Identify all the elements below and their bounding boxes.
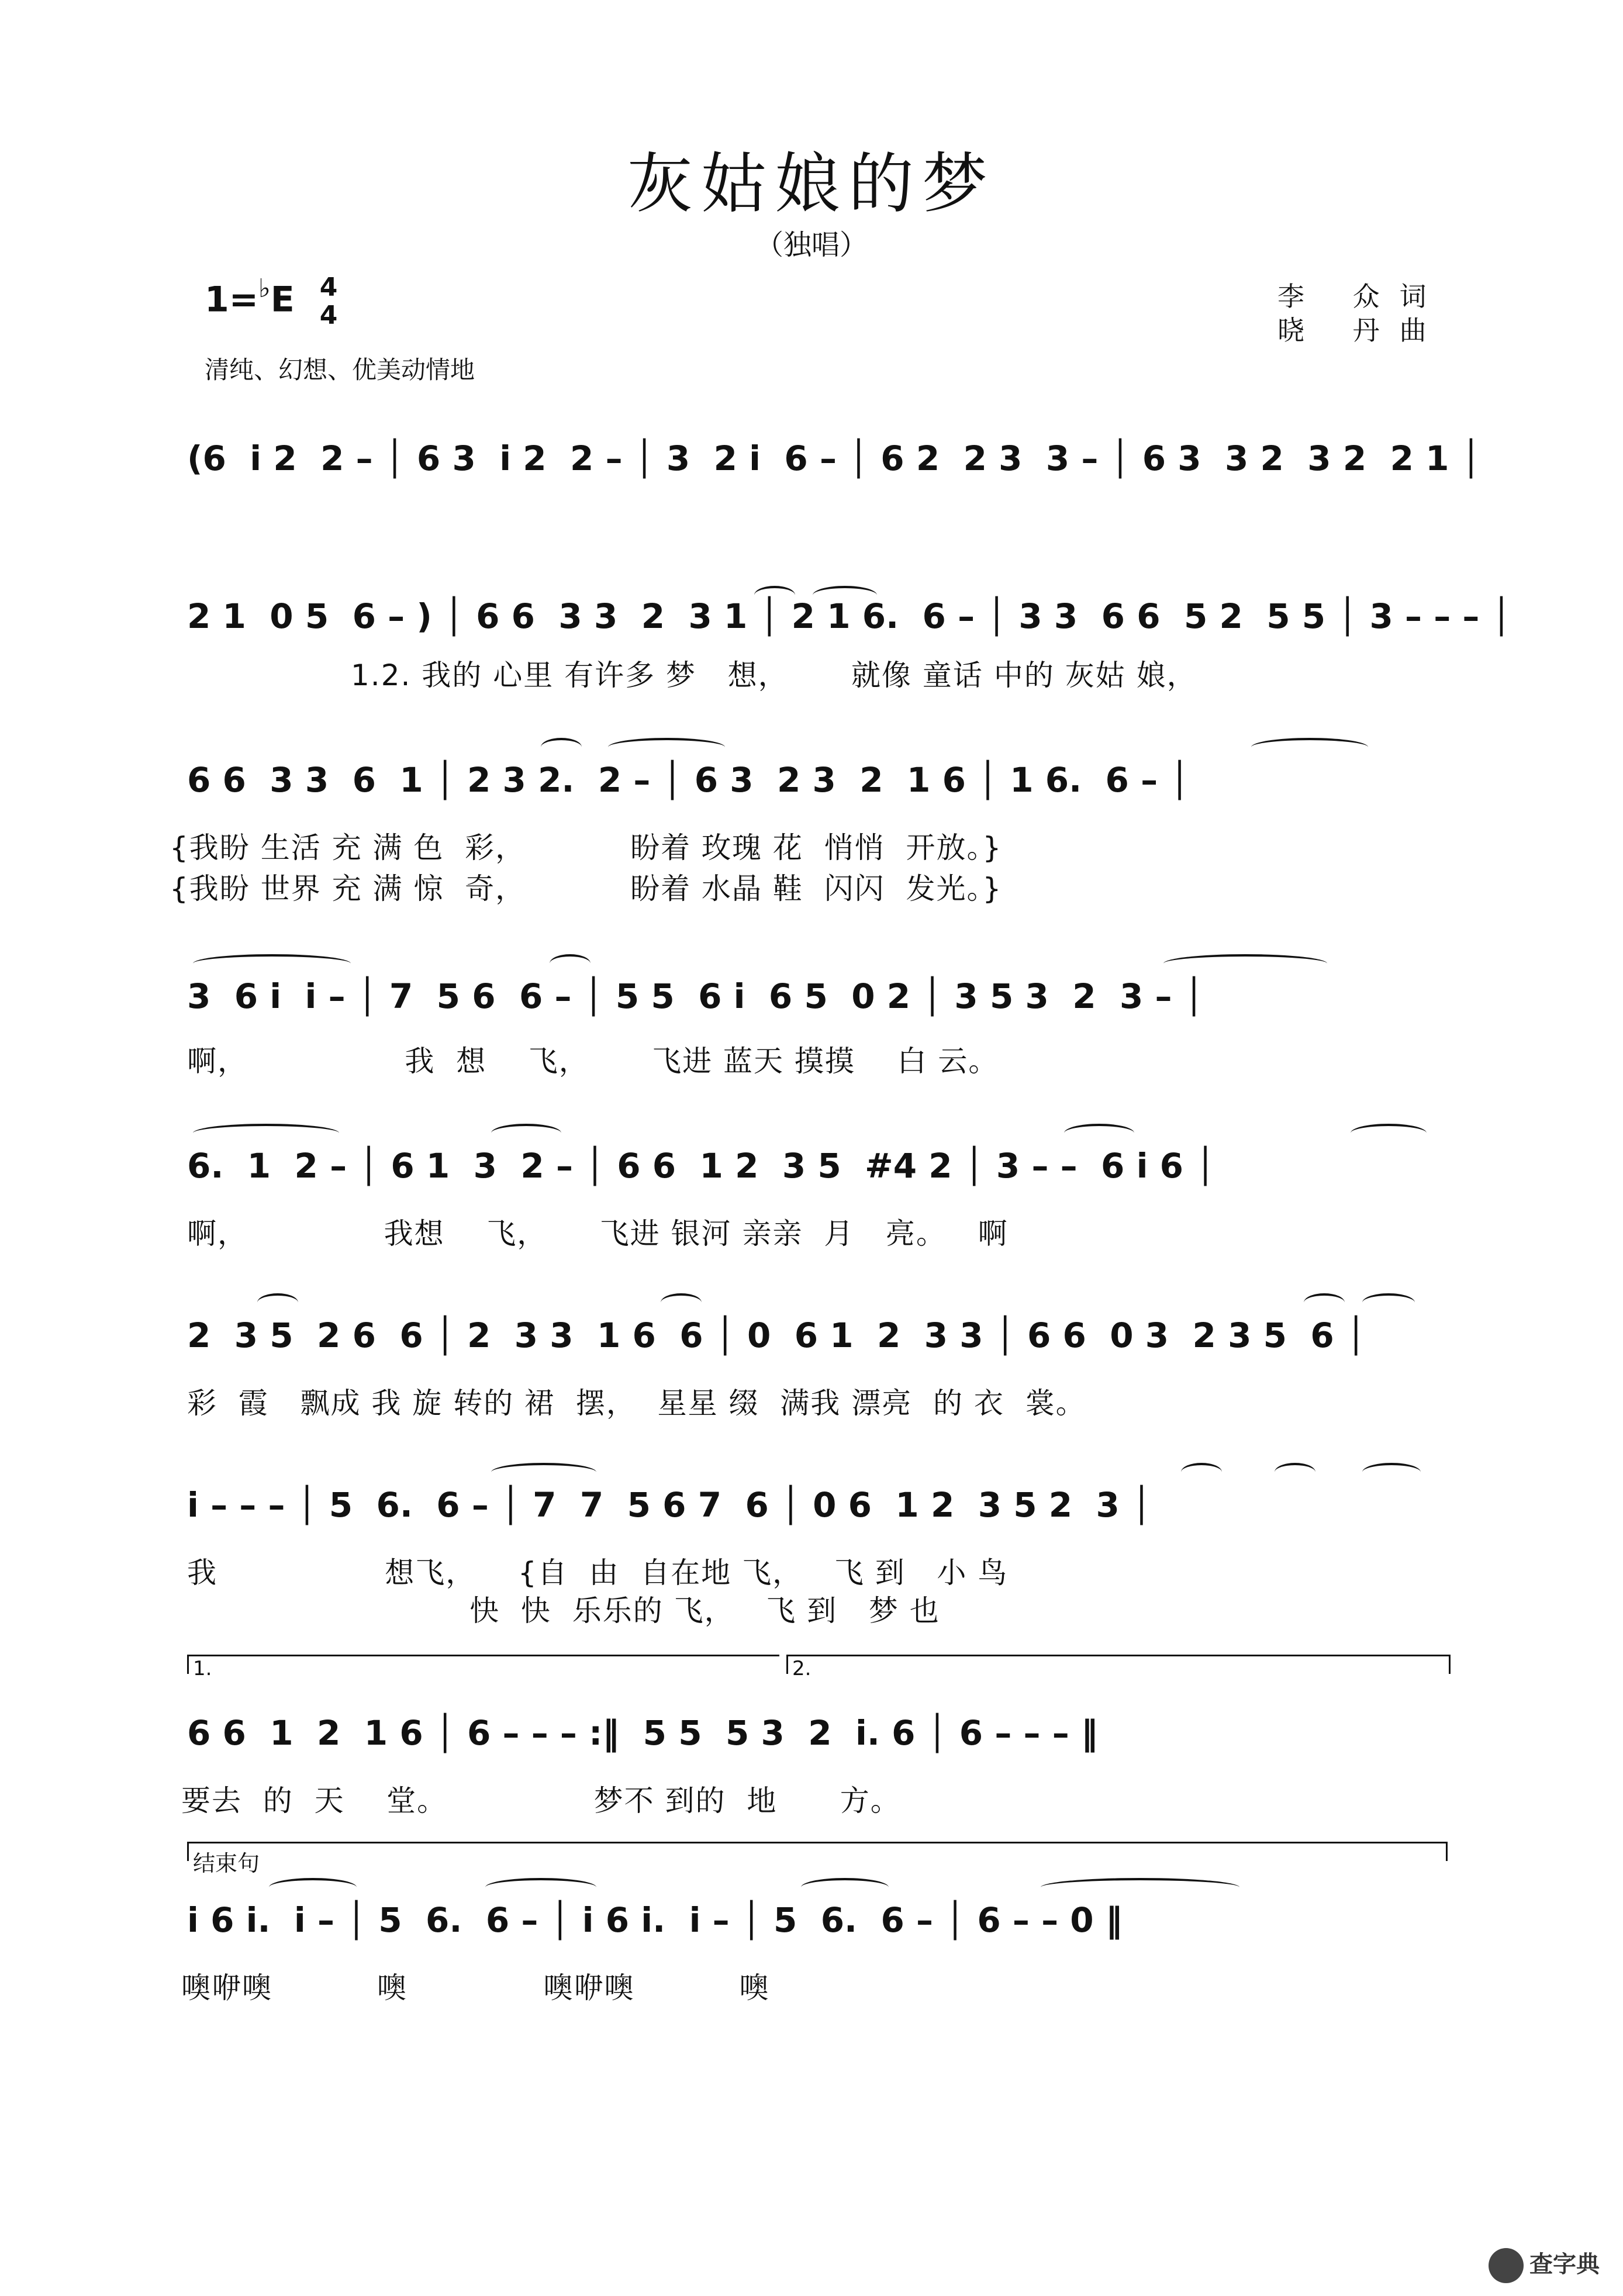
song-subtitle: （独唱）	[755, 229, 868, 261]
notes-line: i 6 i. i – │ 5 6. 6 – │ i 6 i. i – │ 5 6. 6 – │ 6 – – 0 ‖	[187, 1900, 1123, 1940]
notes-line: i – – – │ 5 6. 6 – │ 7 7 5 6 7 6 │ 0 6 1 2 3 5 2 3 │	[187, 1485, 1152, 1525]
notes-line: 6. 1 2 – │ 6 1 3 2 – │ 6 6 1 2 3 5 #4 2 │ 3 – – 6 i 6 │	[187, 1146, 1216, 1186]
slur	[1064, 1124, 1134, 1142]
slur	[541, 738, 582, 757]
notes-line: 3 6 i i – │ 7 5 6 6 – │ 5 5 6 i 6 5 0 2 │ 3 5 3 2 3 – │	[187, 976, 1204, 1016]
watermark-text: 查字典	[1529, 2251, 1600, 2278]
slur	[801, 1878, 889, 1897]
lyric-line: 啊， 我 想 飞， 飞进 蓝天 摸摸 白 云。	[187, 1044, 999, 1078]
meter-top: 4	[319, 272, 338, 302]
notes-line: 2 1 0 5 6 – ) │ 6 6 3 3 2 3 1 │ 2 1 6. 6 – │ 3 3 6 6 5 2 5 5 │ 3 – – – │	[187, 596, 1512, 636]
slur	[485, 1878, 596, 1897]
tempo-marking: 清纯、幻想、优美动情地	[205, 355, 475, 384]
slur	[754, 586, 795, 605]
lyric-line: 快 快 乐乐的 飞， 飞 到 梦 也	[187, 1594, 940, 1628]
slur	[193, 954, 351, 973]
meter-bottom: 4	[319, 301, 338, 330]
slur	[1275, 1463, 1315, 1482]
volta-label-2: 2.	[792, 1657, 811, 1680]
slur	[550, 954, 591, 973]
lyric-line: {我盼 世界 充 满 惊 奇， 盼着 水晶 鞋 闪闪 发光。}	[170, 872, 1003, 906]
composer: 晓 丹曲	[1277, 315, 1446, 346]
lyric-line: 噢咿噢 噢 噢咿噢 噢	[181, 1971, 770, 2005]
slur	[1181, 1463, 1222, 1482]
slur	[813, 586, 877, 605]
notes-line: (6 i 2 2 – │ 6 3 i 2 2 – │ 3 2 i 6 – │ 6 2 2 3 3 – │ 6 3 3 2 3 2 2 1 │	[187, 439, 1482, 478]
notes-line: 2 3 5 2 6 6 │ 2 3 3 1 6 6 │ 0 6 1 2 3 3 │ 6 6 0 3 2 3 5 6 │	[187, 1316, 1366, 1355]
key-prefix: 1=	[205, 279, 259, 320]
lyric-line: 啊， 我想 飞， 飞进 银河 亲亲 月 亮。 啊	[187, 1217, 1009, 1251]
slur	[661, 1293, 702, 1312]
credits	[1277, 279, 1446, 347]
lyric-line: 彩 霞 飘成 我 旋 转的 裙 摆， 星星 缀 满我 漂亮 的 衣 裳。	[187, 1386, 1086, 1420]
slur	[1351, 1124, 1427, 1142]
key-note: E	[270, 279, 295, 320]
volta-bracket-1	[187, 1655, 779, 1674]
watermark-logo-icon	[1489, 2248, 1524, 2283]
ending-label: 结束句	[193, 1850, 260, 1876]
slur	[193, 1124, 339, 1142]
slur	[1163, 954, 1327, 973]
lyricist: 李 众词	[1277, 281, 1446, 312]
key-signature	[205, 274, 337, 330]
notes-line: 6 6 3 3 6 1 │ 2 3 2. 2 – │ 6 3 2 3 2 1 6 │ 1 6. 6 – │	[187, 760, 1190, 800]
lyric-line: 1.2. 我的 心里 有许多 梦 想， 就像 童话 中的 灰姑 娘，	[351, 658, 1197, 692]
watermark	[1489, 2246, 1600, 2283]
lyric-line: {我盼 生活 充 满 色 彩， 盼着 玫瑰 花 悄悄 开放。}	[170, 831, 1003, 865]
slur	[608, 738, 725, 757]
slur	[1304, 1293, 1345, 1312]
slur	[269, 1878, 357, 1897]
slur	[491, 1124, 561, 1142]
lyric-line: 我 想飞， {自 由 自在地 飞， 飞 到 小 鸟	[187, 1556, 1009, 1590]
slur	[257, 1293, 298, 1312]
slur	[1251, 738, 1368, 757]
slur	[491, 1463, 596, 1482]
song-title: 灰姑娘的梦	[627, 146, 996, 222]
notes-line: 6 6 1 2 1 6 │ 6 – – – :‖ 5 5 5 3 2 i. 6 │ 6 – – – ‖	[187, 1713, 1098, 1753]
time-signature	[320, 274, 338, 330]
slur	[1041, 1878, 1239, 1897]
lyric-line: 要去 的 天 堂。 梦不 到的 地 方。	[181, 1784, 901, 1818]
volta-label-1: 1.	[193, 1657, 212, 1680]
ending-bracket	[187, 1842, 1448, 1861]
slur	[1362, 1293, 1415, 1312]
volta-bracket-2	[786, 1655, 1451, 1674]
flat-sign: ♭	[258, 274, 271, 303]
slur	[1362, 1463, 1421, 1482]
